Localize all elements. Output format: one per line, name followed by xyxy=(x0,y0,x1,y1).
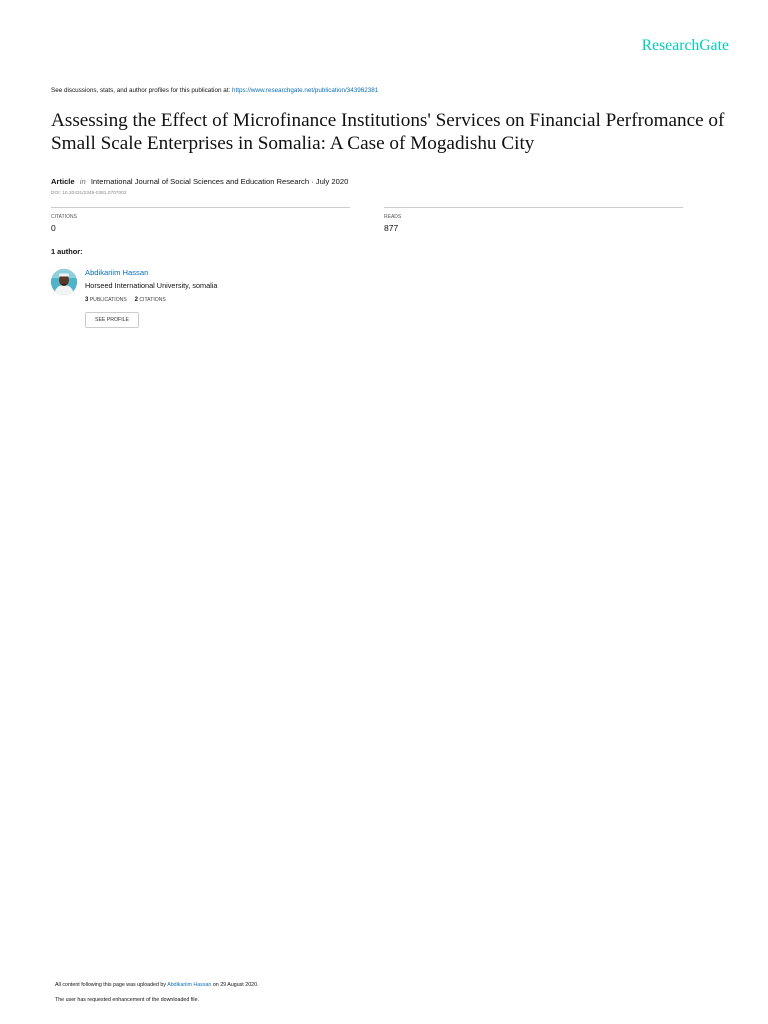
author-name-link[interactable]: Abdikariim Hassan xyxy=(85,268,149,277)
author-publications-count: 3 xyxy=(85,297,89,303)
footer-enhancement-note: The user has requested enhancement of the downloaded file. xyxy=(55,997,199,1003)
journal-info: International Journal of Social Sciences and Education Research · July 2020 xyxy=(90,177,349,186)
reads-value: 877 xyxy=(384,223,399,233)
in-word: in xyxy=(79,177,86,186)
doi: DOI: 10.20431/2349-0381.0707003 xyxy=(51,191,127,196)
authors-heading: 1 author: xyxy=(51,247,83,256)
publication-meta xyxy=(51,177,348,186)
author-institution: Horseed International University, somalia xyxy=(85,281,218,290)
citations-stat xyxy=(51,207,350,233)
author-stats xyxy=(85,297,166,303)
author-citations-label: CITATIONS xyxy=(139,297,166,303)
footer-uploader-link[interactable]: Abdikariim Hassan xyxy=(167,982,212,988)
reads-stat xyxy=(384,207,683,233)
see-profile-button[interactable]: SEE PROFILE xyxy=(85,312,139,328)
reads-label: READS xyxy=(384,214,402,220)
discussion-line xyxy=(51,87,378,94)
avatar-portrait-icon xyxy=(51,269,77,295)
publication-link[interactable]: https://www.researchgate.net/publication/343962381 xyxy=(231,87,379,94)
author-publications-label: PUBLICATIONS xyxy=(89,297,127,303)
footer-upload-note xyxy=(55,982,259,988)
author-citations-count: 2 xyxy=(134,297,138,303)
citations-value: 0 xyxy=(51,223,56,233)
footer-upload-date: on 29 August 2020. xyxy=(211,982,259,988)
publication-type: Article xyxy=(51,177,75,186)
footer-upload-text: All content following this page was uploaded by xyxy=(55,982,168,988)
discussion-text: See discussions, stats, and author profiles for this publication at: xyxy=(51,87,232,94)
author-avatar[interactable] xyxy=(51,269,77,295)
researchgate-logo[interactable]: ResearchGate xyxy=(641,37,729,54)
citations-label: CITATIONS xyxy=(51,214,77,220)
publication-title: Assessing the Effect of Microfinance Institutions' Services on Financial Perfromance of Small Scale Enterprises in Somalia: A Case of Mogadishu City xyxy=(51,110,725,154)
